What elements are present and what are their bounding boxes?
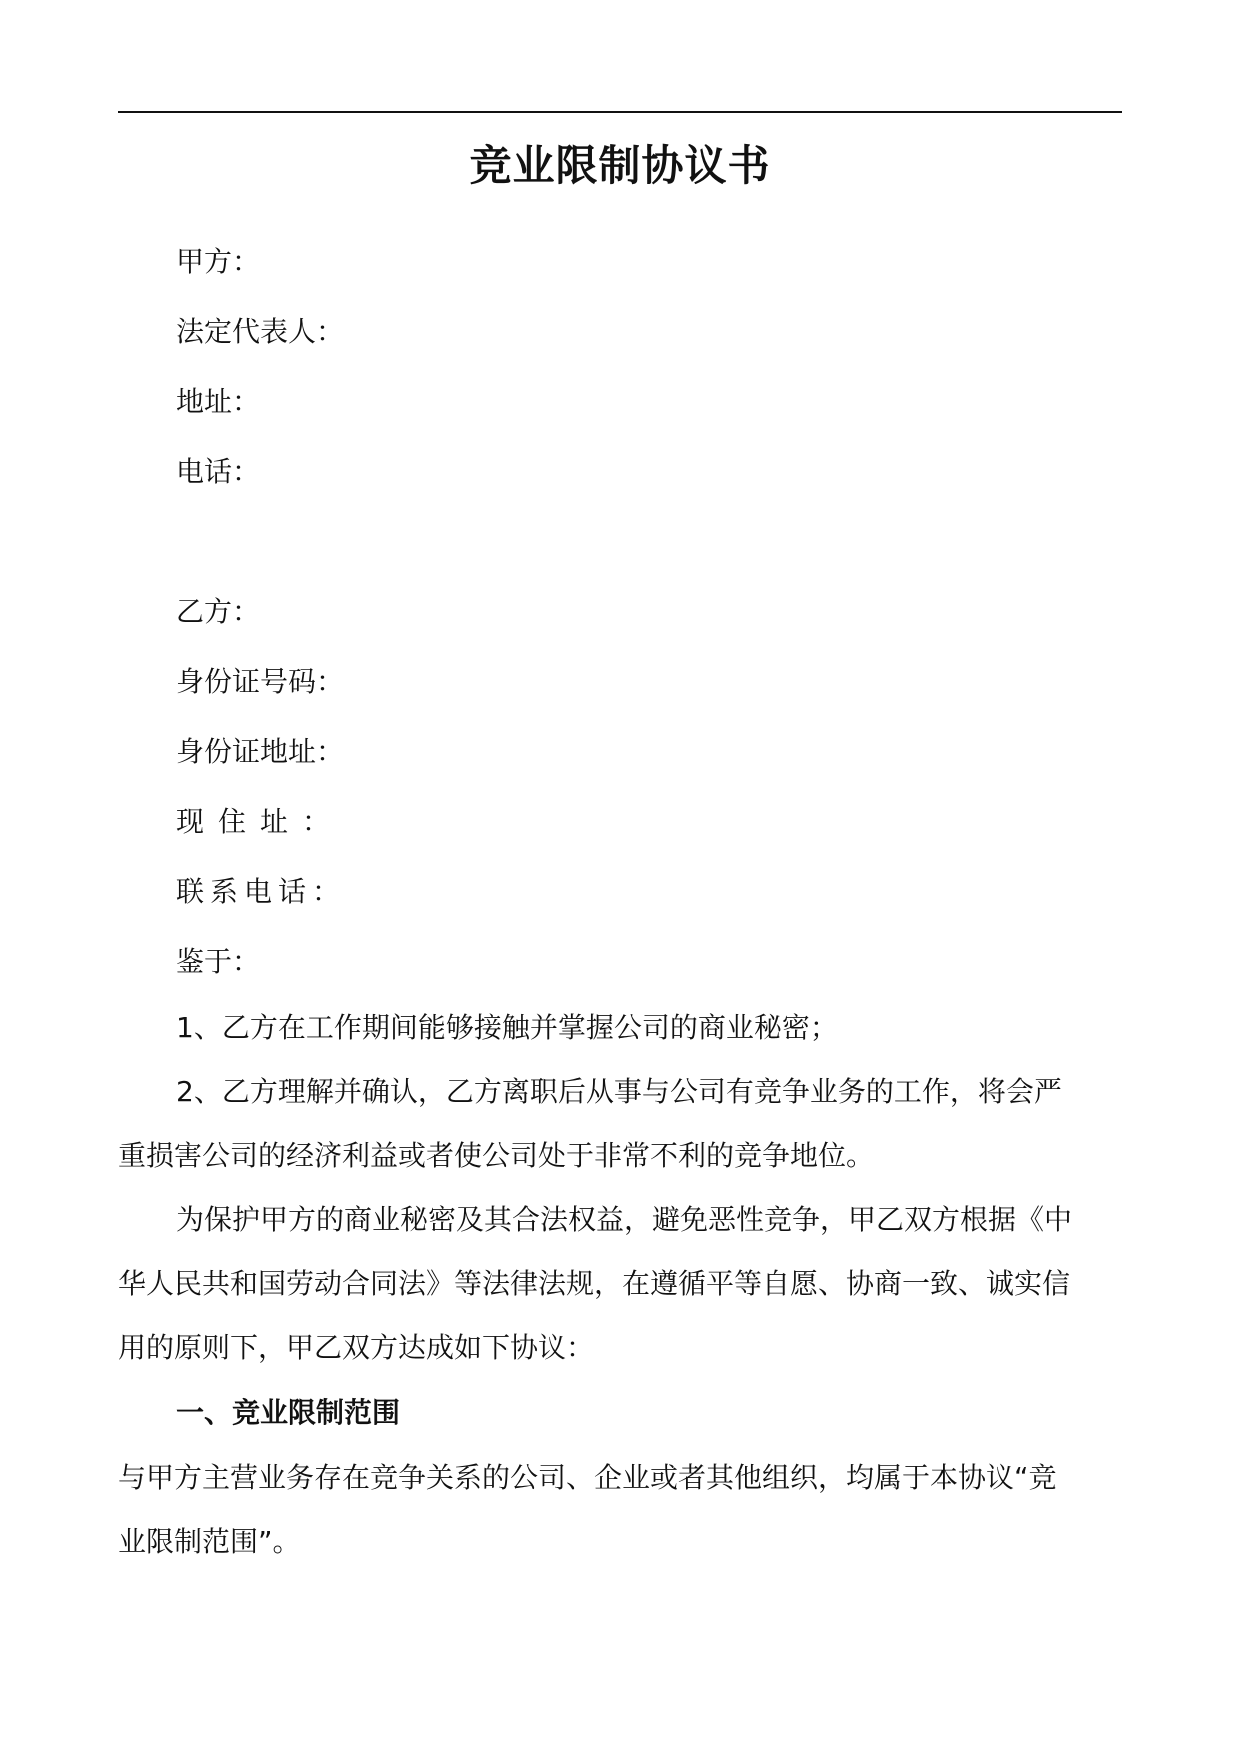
legal-rep-label: 法定代表人： [176,315,345,348]
id-number-label: 身份证号码： [176,665,345,698]
party-a-label: 甲方： [176,245,261,278]
purpose-line-2: 华人民共和国劳动合同法》等法律法规，在遵循平等自愿、协商一致、诚实信 [118,1267,1071,1300]
page-title: 竞业限制协议书 [469,141,771,190]
current-address-label: 现住址： [176,805,345,838]
section-1-line-2: 业限制范围”。 [118,1525,301,1558]
section-1-heading: 一、竞业限制范围 [176,1396,401,1429]
party-a-phone-label: 电话： [176,455,261,488]
contact-phone-label: 联系电话： [176,875,347,908]
whereas-item-2: 2、乙方理解并确认，乙方离职后从事与公司有竞争业务的工作，将会严 [176,1075,1062,1108]
whereas-item-2-cont: 重损害公司的经济利益或者使公司处于非常不利的竞争地位。 [118,1139,875,1172]
party-b-label: 乙方： [176,595,261,628]
whereas-item-1: 1、乙方在工作期间能够接触并掌握公司的商业秘密； [176,1011,838,1044]
party-a-address-label: 地址： [176,385,261,418]
purpose-line-3: 用的原则下，甲乙双方达成如下协议： [118,1331,595,1364]
whereas-label: 鉴于： [176,945,261,978]
id-address-label: 身份证地址： [176,735,345,768]
section-1-line-1: 与甲方主营业务存在竞争关系的公司、企业或者其他组织，均属于本协议“竞 [118,1461,1057,1494]
purpose-line-1: 为保护甲方的商业秘密及其合法权益，避免恶性竞争，甲乙双方根据《中 [176,1203,1073,1236]
top-rule [118,111,1122,113]
